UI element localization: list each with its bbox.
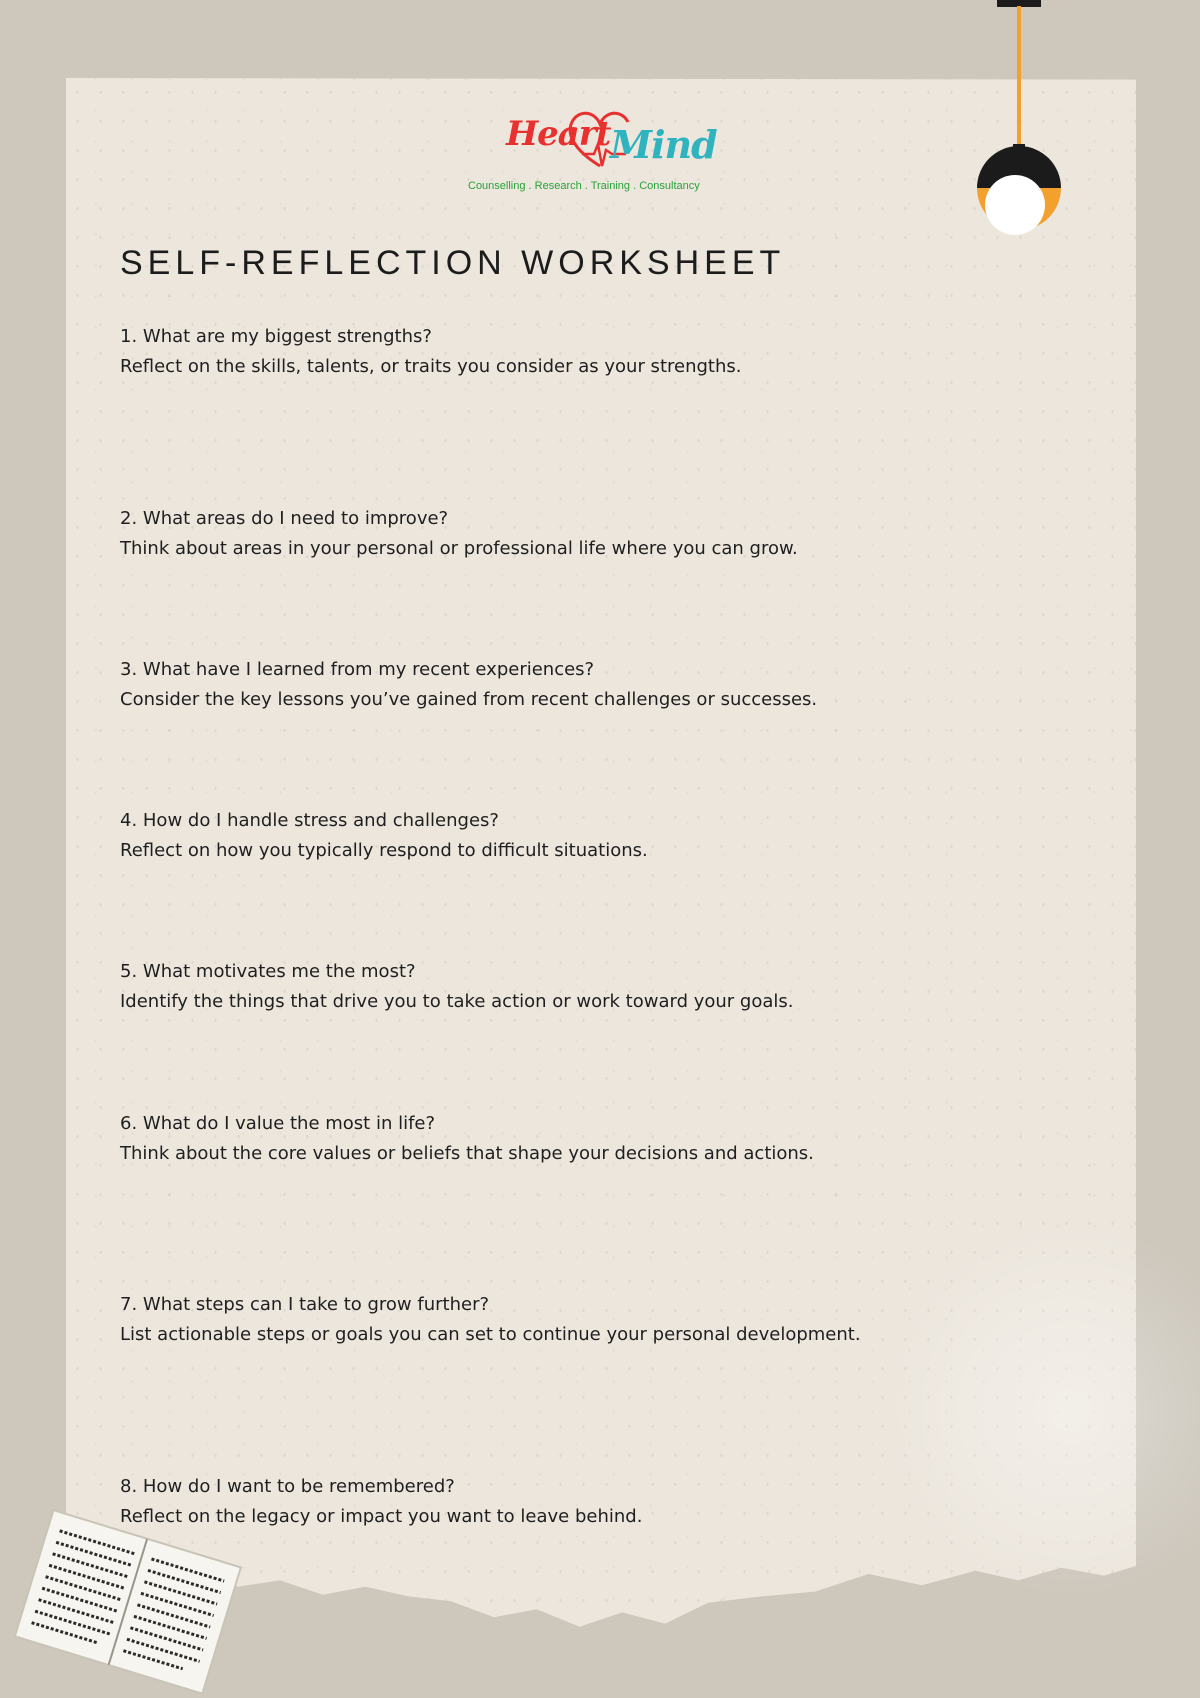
question-title: 1. What are my biggest strengths? [120,326,432,347]
heart-mind-logo [460,100,730,200]
question-title: 3. What have I learned from my recent experiences? [120,659,595,680]
question-description: Reflect on how you typically respond to difficult situations. [120,840,648,861]
question-description: Think about the core values or beliefs that shape your decisions and actions. [120,1143,814,1164]
question-description: Consider the key lessons you’ve gained from recent challenges or successes. [120,689,818,710]
question-description: Reflect on the legacy or impact you want to leave behind. [120,1506,643,1527]
question-item [120,322,1050,382]
logo-tagline: Counselling . Research . Training . Consultancy [468,180,700,192]
logo-word-heart: Heart [506,114,611,154]
question-title: 8. How do I want to be remembered? [120,1476,455,1497]
question-title: 4. How do I handle stress and challenges? [120,810,499,831]
question-item [120,1109,1050,1169]
page-title: SELF-REFLECTION WORKSHEET [120,244,786,282]
paper-crease [880,1220,1200,1600]
question-title: 7. What steps can I take to grow further? [120,1294,490,1315]
question-item [120,655,1050,715]
open-book-icon [0,1505,250,1698]
question-description: Identify the things that drive you to take action or work toward your goals. [120,991,794,1012]
logo-word-mind: Mind [610,122,717,167]
question-title: 2. What areas do I need to improve? [120,508,449,529]
question-description: Think about areas in your personal or professional life where you can grow. [120,538,798,559]
question-item [120,1290,1050,1350]
question-item [120,957,1050,1017]
question-title: 6. What do I value the most in life? [120,1113,436,1134]
pendant-lamp-icon [975,0,1085,250]
question-description: Reflect on the skills, talents, or traits you consider as your strengths. [120,356,742,377]
question-description: List actionable steps or goals you can set to continue your personal development. [120,1324,861,1345]
question-item [120,504,1050,564]
question-item [120,1472,1050,1532]
question-title: 5. What motivates me the most? [120,961,416,982]
question-item [120,806,1050,866]
